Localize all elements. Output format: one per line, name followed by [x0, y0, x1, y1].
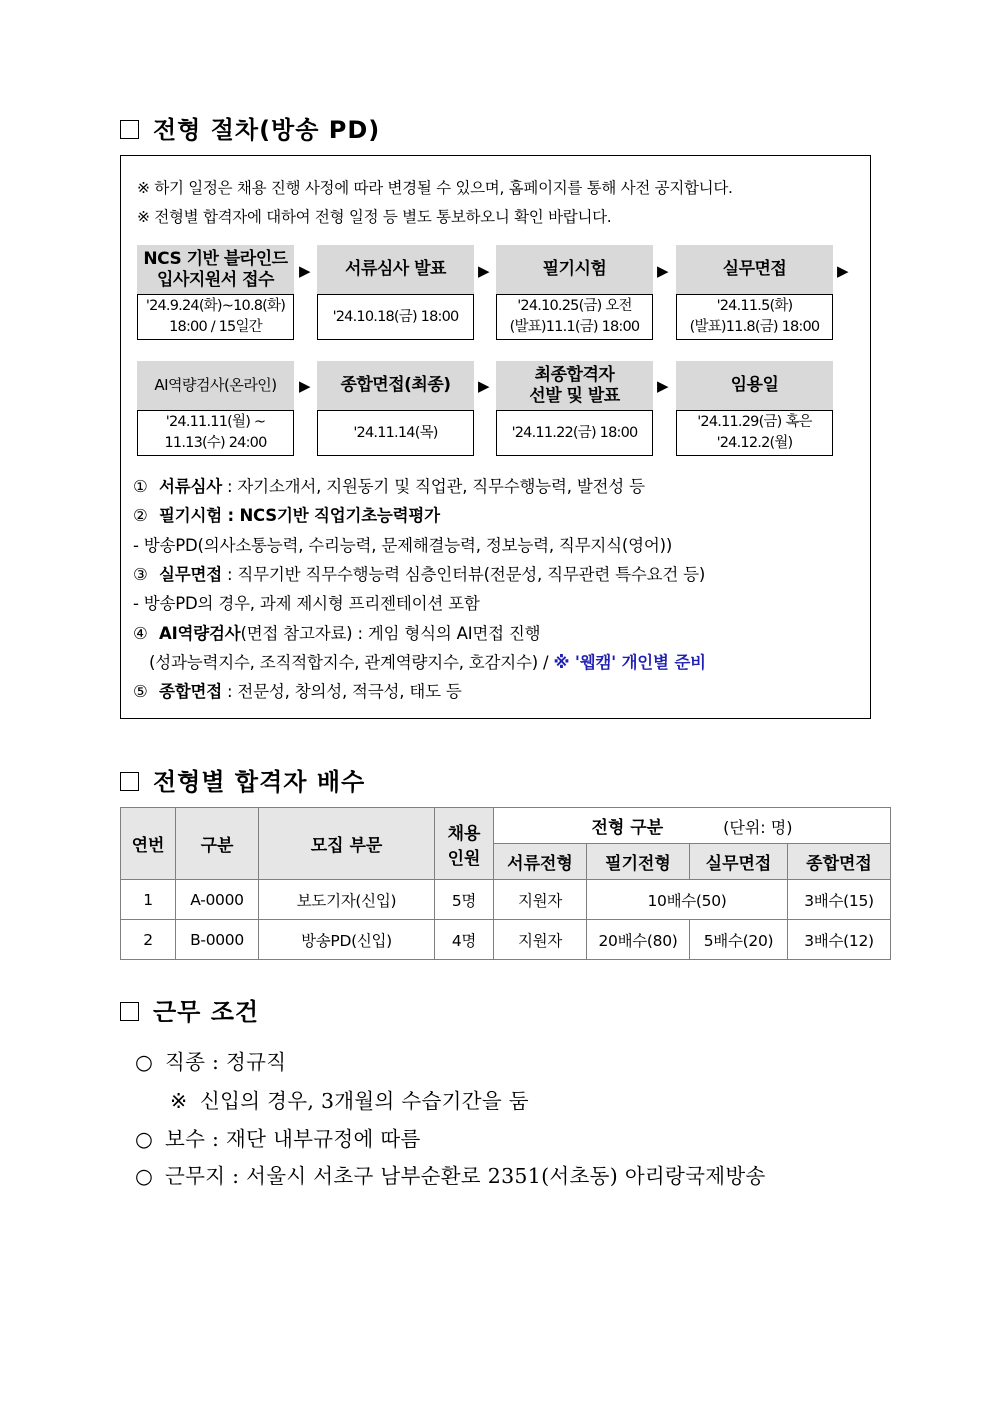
stage-ai-assessment — [137, 361, 294, 456]
notice-notification: ※ 전형별 합격자에 대하여 전형 일정 등 별도 통보하오니 확인 바랍니다. — [137, 208, 612, 226]
header-final: 종합면접 — [788, 844, 891, 880]
stage-practical-interview — [676, 245, 833, 340]
checkbox-square-icon — [120, 772, 139, 791]
stage-appointment — [676, 361, 833, 456]
circle-bullet-icon: ○ — [135, 1050, 154, 1074]
stage-name: 필기시험 — [496, 245, 653, 294]
detail-written-test-sub: - 방송PD(의사소통능력, 수리능력, 문제해결능력, 정보능력, 직무지식(영어)) — [133, 536, 673, 555]
checkbox-square-icon — [120, 120, 139, 139]
stage-name: 서류심사 발표 — [317, 245, 474, 294]
stage-application — [137, 245, 294, 340]
table-row: 1 A-0000 보도기자(신입) 5명 지원자 10배수(50) 3배수(15) — [121, 880, 891, 920]
circle-bullet-icon: ○ — [135, 1164, 154, 1188]
stage-date: '24.11.5(화) (발표)11.8(금) 18:00 — [676, 294, 833, 340]
arrow-right-icon: ▶ — [478, 262, 490, 280]
stage-final-selection — [496, 361, 653, 456]
detail-document-review: ① 서류심사 : 자기소개서, 지원동기 및 직업관, 직무수행능력, 발전성 등 — [133, 477, 645, 496]
arrow-right-icon: ▶ — [837, 262, 849, 280]
stage-name: 실무면접 — [676, 245, 833, 294]
stage-name: 최종합격자 선발 및 발표 — [496, 361, 653, 410]
section-title-conditions: 근무 조건 — [120, 997, 259, 1027]
detail-practical-interview: ③ 실무면접 : 직무기반 직무수행능력 심층인터뷰(전문성, 직무관련 특수요건 등) — [133, 565, 706, 584]
stage-date: '24.11.29(금) 혹은 '24.12.2(월) — [676, 410, 833, 456]
stage-date: '24.11.14(목) — [317, 410, 474, 456]
stage-date: '24.10.25(금) 오전 (발표)11.1(금) 18:00 — [496, 294, 653, 340]
procedure-box — [120, 155, 871, 719]
condition-probation-note: ※ 신입의 경우, 3개월의 수습기간을 둠 — [170, 1089, 529, 1113]
stage-date: '24.11.22(금) 18:00 — [496, 410, 653, 456]
detail-practical-interview-sub: - 방송PD의 경우, 과제 제시형 프리젠테이션 포함 — [133, 594, 480, 613]
detail-written-test: ② 필기시험 : NCS기반 직업기초능력평가 — [133, 506, 440, 525]
stage-written-test — [496, 245, 653, 340]
quota-table — [120, 807, 891, 960]
header-dept: 모집 부문 — [259, 808, 435, 880]
stage-date: '24.9.24(화)~10.8(화) 18:00 / 15일간 — [137, 294, 294, 340]
header-stage-group: 전형 구분 (단위: 명) — [494, 808, 891, 844]
stage-name: NCS 기반 블라인드 입사지원서 접수 — [137, 245, 294, 294]
stage-final-interview — [317, 361, 474, 456]
header-no: 연번 — [121, 808, 176, 880]
arrow-right-icon: ▶ — [299, 377, 311, 395]
arrow-right-icon: ▶ — [478, 377, 490, 395]
stage-document-result — [317, 245, 474, 340]
reference-mark-icon: ※ — [170, 1089, 188, 1113]
arrow-right-icon: ▶ — [657, 262, 669, 280]
detail-final-interview: ⑤ 종합면접 : 전문성, 창의성, 적극성, 태도 등 — [133, 682, 462, 701]
header-category: 구분 — [176, 808, 259, 880]
stage-name: 종합면접(최종) — [317, 361, 474, 410]
unit-label: (단위: 명) — [723, 818, 793, 837]
arrow-right-icon: ▶ — [657, 377, 669, 395]
stage-date: '24.10.18(금) 18:00 — [317, 294, 474, 340]
condition-salary: ○ 보수 : 재단 내부규정에 따름 — [135, 1127, 421, 1151]
notice-schedule: ※ 하기 일정은 채용 진행 사정에 따라 변경될 수 있으며, 홈페이지를 통해 사전 공지합니다. — [137, 179, 733, 197]
section-title-quota: 전형별 합격자 배수 — [120, 767, 365, 797]
header-hire: 채용 인원 — [435, 808, 494, 880]
condition-location: ○ 근무지 : 서울시 서초구 남부순환로 2351(서초동) 아리랑국제방송 — [135, 1164, 766, 1188]
stage-name: AI역량검사(온라인) — [137, 361, 294, 410]
arrow-right-icon: ▶ — [299, 262, 311, 280]
header-doc: 서류전형 — [494, 844, 587, 880]
circle-bullet-icon: ○ — [135, 1127, 154, 1151]
section-title-procedure: 전형 절차(방송 PD) — [120, 115, 380, 145]
condition-job-type: ○ 직종 : 정규직 — [135, 1050, 287, 1074]
table-row: 2 B-0000 방송PD(신입) 4명 지원자 20배수(80) 5배수(20) 3배수(12) — [121, 920, 891, 960]
header-practical: 실무면접 — [690, 844, 788, 880]
checkbox-square-icon — [120, 1002, 139, 1021]
stage-date: '24.11.11(월) ~ 11.13(수) 24:00 — [137, 410, 294, 456]
detail-ai-assessment: ④ AI역량검사(면접 참고자료) : 게임 형식의 AI면접 진행 — [133, 624, 541, 643]
detail-ai-assessment-sub: (성과능력지수, 조직적합지수, 관계역량지수, 호감지수) / ※ '웹캠' 개인별 준비 — [149, 653, 706, 672]
stage-name: 임용일 — [676, 361, 833, 410]
webcam-note: ※ '웹캠' 개인별 준비 — [553, 653, 706, 672]
header-written: 필기전형 — [587, 844, 690, 880]
